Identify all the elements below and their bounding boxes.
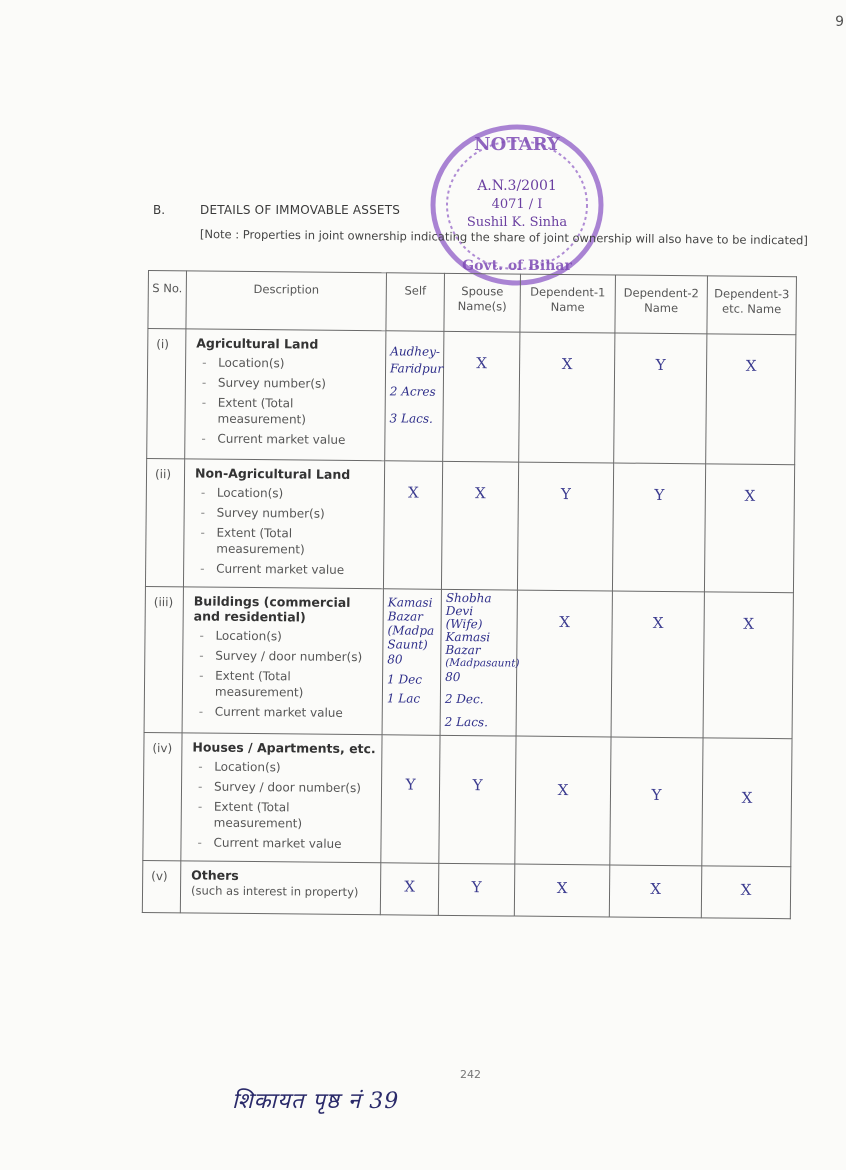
dependent-3-mark: X [702,738,792,867]
table-row [147,329,796,465]
dependent-2-mark: Y [614,333,707,464]
spouse-mark: X [441,461,518,590]
stamp-line2: A.N.3/2001 [477,178,557,194]
stamp-line5: Govt. of Bihar [462,258,572,274]
page-number: 242 [460,1068,481,1081]
dependent-2-mark: X [609,865,701,918]
header-description: Description [186,271,387,331]
section-title: DETAILS OF IMMOVABLE ASSETS [200,203,401,217]
header-dependent-3: Dependent-3 etc. Name [707,276,797,335]
desc-item: - Extent (Total measurement) [192,798,377,832]
header-self: Self [386,273,445,332]
self-mark: X [380,863,438,916]
spouse-cell [440,589,520,736]
dependent-1-mark: X [519,332,615,463]
handwritten-entry: Saunt) [387,637,428,652]
desc-item: - Extent (Total measurement) [194,524,379,558]
row-description [182,587,383,735]
handwritten-entry: 80 [387,652,403,667]
handwritten-entry: 3 Lacs. [389,411,433,426]
row-sno: (iii) [144,586,183,732]
desc-item: - Location(s) [193,627,378,645]
handwritten-entry: 2 Acres [389,384,436,399]
table-row [142,860,790,918]
header-spouse: Spouse Name(s) [444,273,521,332]
immovable-assets-table [142,270,798,926]
handwritten-entry: Kamasi [387,595,433,610]
row-sno: (iv) [143,732,182,860]
desc-item: - Survey number(s) [195,504,380,522]
header-row [148,271,797,335]
handwritten-entry: Kamasi [445,629,491,645]
self-mark: Y [381,735,440,864]
stamp-line1: NOTARY [474,134,560,155]
handwritten-entry: Bazar [387,609,423,624]
spouse-mark: Y [438,863,514,916]
handwritten-entry: 1 Dec [387,672,423,687]
desc-item: - Location(s) [196,354,381,372]
row-title: Agricultural Land [196,335,319,352]
handwritten-entry: Faridpur [390,361,444,376]
dependent-1-mark: X [515,736,611,865]
desc-item: - Current market value [193,703,378,721]
handwritten-entry: 1 Lac [386,691,421,706]
row-description [185,329,386,461]
row-sno: (v) [142,860,180,912]
row-description [183,459,384,589]
section-note: [Note : Properties in joint ownership indicating the share of joint ownership will also have to be indicated] [199,226,808,248]
desc-item: - Survey / door number(s) [192,778,377,796]
row-subtitle: (such as interest in property) [190,883,359,900]
table-row [145,458,794,592]
handwritten-entry: Audhey- [390,344,441,359]
desc-item: - Survey number(s) [196,374,381,392]
dependent-2-mark: X [611,591,704,738]
row-description [181,733,382,863]
spouse-mark: Y [439,735,516,864]
footer-handwritten-note: शिकायत पृष्ठ नं 39 [232,1089,400,1114]
header-dependent-1: Dependent-1 Name [520,274,616,333]
row-title: Houses / Apartments, etc. [192,739,376,757]
dependent-3-mark: X [703,592,793,739]
handwritten-entry: 80 [445,669,461,685]
table-row [144,586,793,738]
desc-item: - Survey / door number(s) [193,647,378,665]
row-sno: (ii) [145,458,184,586]
dependent-2-mark: Y [612,463,705,592]
spouse-mark: X [443,331,520,462]
corner-page-number: 9 [835,14,844,30]
desc-item: - Current market value [195,430,380,448]
desc-item: - Current market value [194,560,379,578]
self-cell [385,331,444,462]
desc-item: - Current market value [191,834,376,852]
handwritten-entry: (Wife) [445,616,483,632]
section-letter: B. [153,203,166,217]
stamp-line3: 4071 / I [491,197,543,212]
dependent-1-mark: Y [517,462,613,591]
handwritten-entry: 2 Lacs. [444,714,489,730]
handwritten-entry: (Madpa [387,623,435,638]
handwritten-entry: (Madpasaunt) [445,656,520,670]
dependent-3-mark: X [704,464,794,593]
dependent-1-mark: X [516,590,612,737]
dependent-3-mark: X [701,866,790,919]
row-title: Others [191,867,239,883]
desc-item: - Extent (Total measurement) [193,667,378,701]
dependent-2-mark: Y [610,737,703,866]
notary-stamp [425,118,610,293]
self-mark: X [383,461,442,590]
dependent-3-mark: X [706,334,796,465]
dependent-1-mark: X [514,864,609,917]
desc-item: - Location(s) [192,758,377,776]
row-sno: (i) [147,329,186,459]
self-cell [382,589,441,736]
handwritten-entry: 2 Dec. [444,691,484,707]
stamp-line4: Sushil K. Sinha [466,215,568,230]
row-description [180,861,380,915]
handwritten-entry: Bazar [445,642,481,658]
row-title: Non-Agricultural Land [194,465,351,482]
handwritten-entry: Shobha Devi [445,590,492,619]
header-sno: S No. [148,271,187,329]
row-title: Buildings (commercial and residential) [193,593,351,625]
desc-item: - Extent (Total measurement) [196,394,381,428]
header-dependent-2: Dependent-2 Name [615,275,708,334]
table-row [143,732,792,866]
desc-item: - Location(s) [195,484,380,502]
